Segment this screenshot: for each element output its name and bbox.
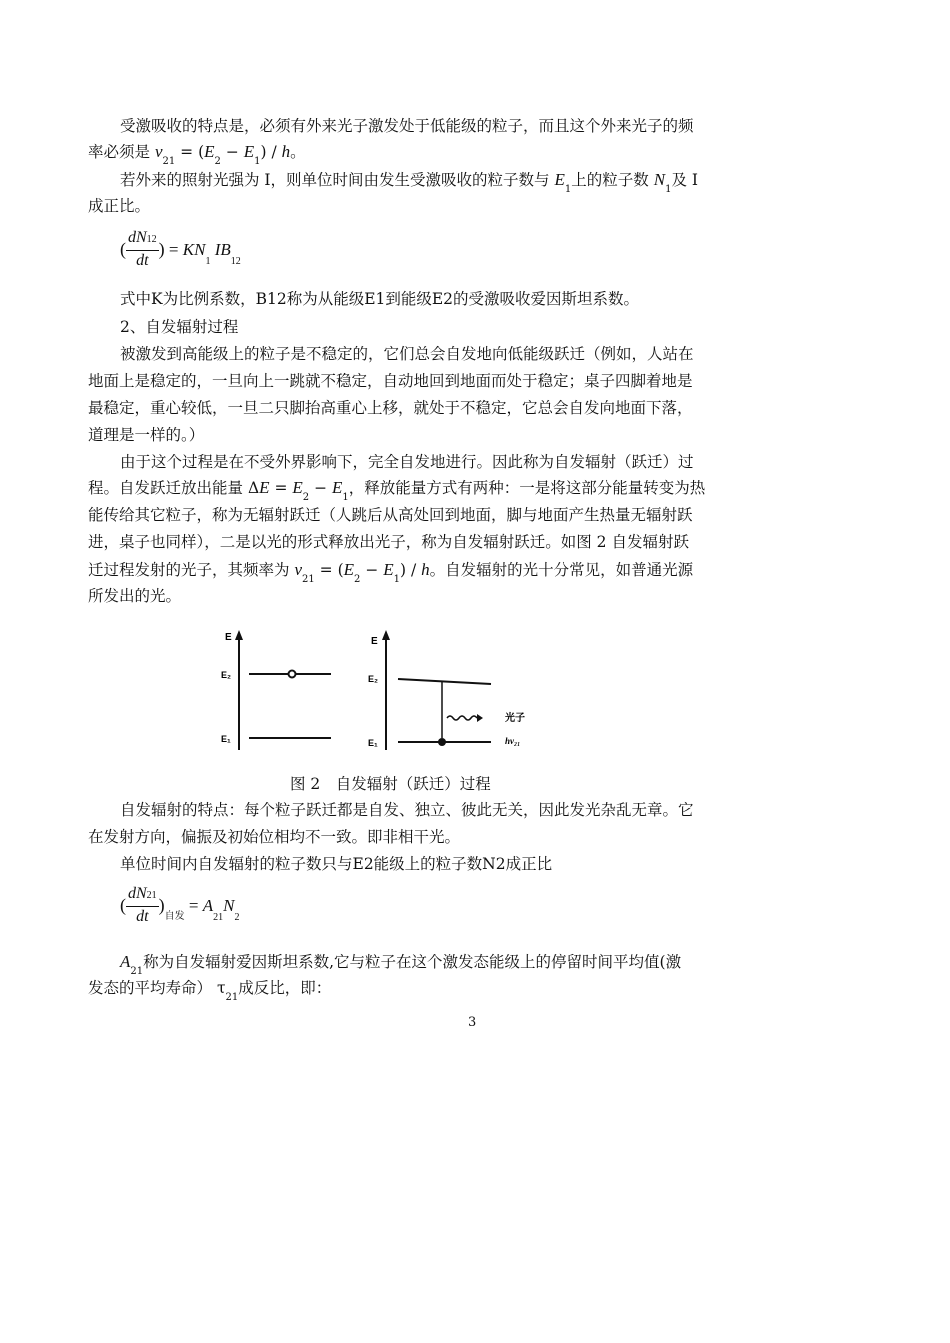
paragraph-line: 率必须是 $v_{21} = (E_2 - E_1) / h$。	[88, 142, 306, 167]
paragraph-line: 所发出的光。	[88, 587, 182, 605]
paragraph-line: 自发辐射的特点：每个粒子跃迁都是自发、独立、彼此无关，因此发光杂乱无章。它	[120, 801, 694, 819]
paragraph-line: 在发射方向，偏振及初始位相均不一致。即非相干光。	[88, 828, 461, 846]
paragraph-line: 成正比。	[88, 197, 151, 215]
paragraph-line: 由于这个过程是在不受外界影响下，完全自发地进行。因此称为自发辐射（跃迁）过	[120, 453, 694, 471]
frequency-formula: $v_{21} = (E_2 - E_1) / h$	[154, 142, 291, 167]
excited-particle	[289, 671, 296, 678]
paragraph-line: 地面上是稳定的，一旦向上一跳就不稳定，自动地回到地面而处于稳定；桌子四脚着地是	[88, 372, 693, 390]
paragraph-line: 被激发到高能级上的粒子是不稳定的，它们总会自发地向低能级跃迁（例如，人站在	[120, 345, 694, 363]
ground-particle	[438, 738, 446, 746]
paragraph-line: 最稳定，重心较低，一旦二只脚抬高重心上移，就处于不稳定，它总会自发向地面下落，	[88, 399, 693, 417]
section-heading: 2、自发辐射过程	[120, 318, 239, 336]
paragraph-line: 受激吸收的特点是，必须有外来光子激发处于低能级的粒子，而且这个外来光子的频	[120, 117, 694, 135]
paragraph-line: 能传给其它粒子，称为无辐射跃迁（人跳后从高处回到地面，脚与地面产生热量无辐射跃	[88, 506, 693, 524]
paragraph-line: 进，桌子也同样），二是以光的形式释放出光子，称为自发辐射跃迁。如图 2 自发辐射跃	[88, 533, 689, 551]
left-axis-label: E	[225, 632, 232, 643]
paragraph-line: 程。自发跃迁放出能量 $\Delta E = E_2 - E_1$，释放能量方式有两种：一是将这部分能量转变为热	[88, 478, 706, 503]
emission-rate-formula: ( $\frac{dN21}{dt}$ )$_{自发} = A_{21}N_2$	[120, 885, 240, 925]
left-e2-label: E₂	[221, 670, 232, 680]
left-energy-diagram	[221, 630, 331, 750]
left-e1-label: E₁	[221, 734, 231, 744]
right-axis-label: E	[371, 636, 378, 647]
right-energy-diagram	[368, 630, 525, 750]
page-number: 3	[468, 1015, 477, 1030]
photon-energy-label: hν₂₁	[505, 736, 521, 746]
right-e2-label: E₂	[368, 674, 379, 684]
right-e2-level	[398, 679, 491, 684]
paragraph-line: 若外来的照射光强为 I，则单位时间由发生受激吸收的粒子数与 $E_1$上的粒子数 $N_1$及 I	[120, 170, 698, 195]
absorption-rate-formula: ( $\frac{dN12}{dt}$ ) = $KN_1$ $IB_{12}$	[120, 229, 241, 269]
paragraph-line: 迁过程发射的光子，其频率为 $v_{21} = (E_2 - E_1) / h$。自发辐射的光十分常见，如普通光源	[88, 560, 694, 585]
paragraph-line: 道理是一样的。）	[88, 426, 205, 444]
paragraph-line: $A_{21}$称为自发辐射爱因斯坦系数,它与粒子在这个激发态能级上的停留时间平均值(激	[120, 952, 682, 977]
paragraph-line: 单位时间内自发辐射的粒子数只与E2能级上的粒子数N2成正比	[120, 855, 553, 873]
frequency-formula: $v_{21} = (E_2 - E_1) / h$	[294, 560, 430, 585]
photon-label: 光子	[505, 713, 525, 724]
figure-caption: 图 2 自发辐射（跃迁）过程	[290, 775, 491, 793]
right-e1-label: E₁	[368, 738, 378, 748]
photon-wave	[447, 716, 477, 720]
paragraph-line: 发态的平均寿命） $\tau_{21}$成反比，即：	[88, 979, 332, 1003]
energy-formula: $\Delta E = E_2 - E_1$	[247, 478, 349, 503]
paragraph-line: 式中K为比例系数，B12称为从能级E1到能级E2的受激吸收爱因斯坦系数。	[120, 290, 640, 308]
spontaneous-emission-figure	[215, 622, 545, 762]
